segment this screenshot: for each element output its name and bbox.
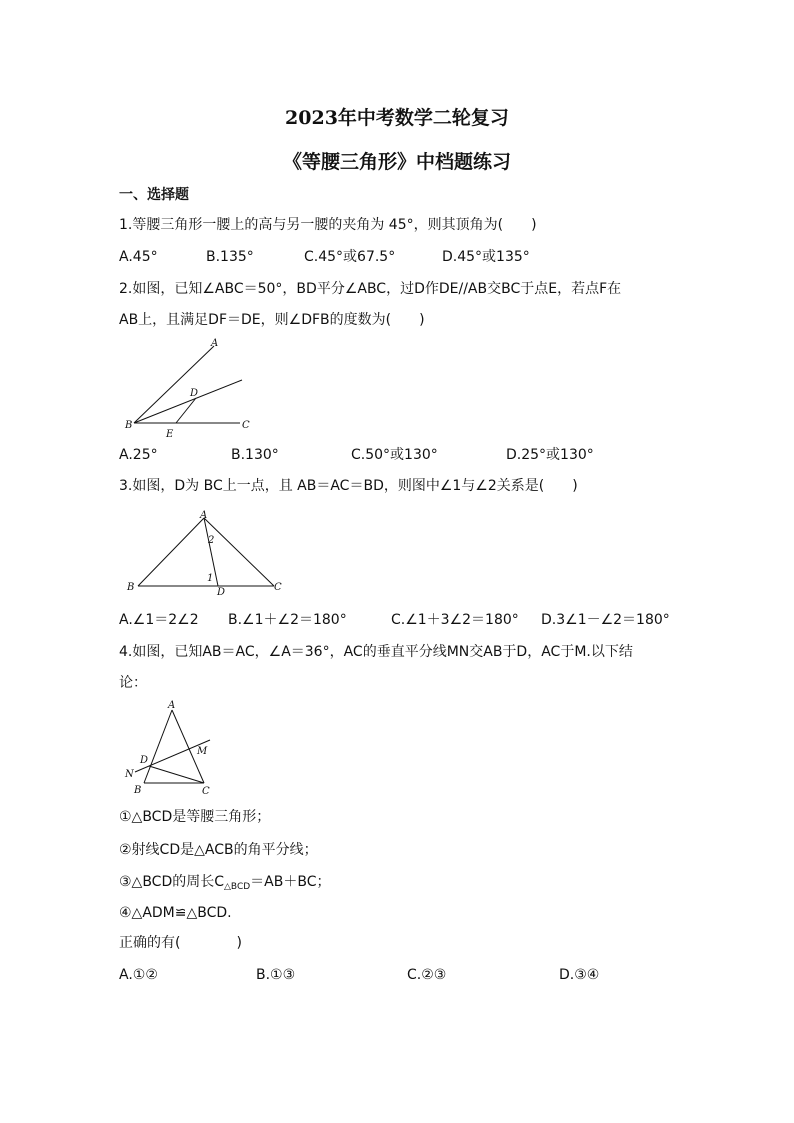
q4-ask: 正确的有( ) bbox=[119, 935, 242, 951]
q1-option-a: A.45° bbox=[119, 249, 158, 265]
doc-title-line1: 2023年中考数学二轮复习 bbox=[285, 107, 509, 129]
q4-stem-line1: 4.如图，已知AB＝AC，∠A＝36°，AC的垂直平分线MN交AB于D，AC于M.以下结 bbox=[119, 644, 633, 660]
q1-option-d: D.45°或135° bbox=[442, 249, 530, 265]
q3-option-d: D.3∠1－∠2＝180° bbox=[541, 612, 670, 628]
q2-option-b: B.130° bbox=[231, 447, 279, 463]
q4-conclusion-2: ②射线CD是△ACB的角平分线； bbox=[119, 842, 318, 858]
q2-label-e: E bbox=[166, 429, 174, 440]
q4-option-d: D.③④ bbox=[559, 967, 600, 983]
q4-option-a: A.①② bbox=[119, 967, 158, 983]
q3-stem: 3.如图，D为 BC上一点，且 AB＝AC＝BD，则图中∠1与∠2关系是( ) bbox=[119, 478, 578, 494]
q4-conclusion-3 bbox=[119, 873, 331, 896]
q4-stem-line2: 论： bbox=[119, 675, 147, 691]
q2-stem-line2: AB上，且满足DF＝DE，则∠DFB的度数为( ) bbox=[119, 312, 425, 328]
q4-figure bbox=[118, 696, 228, 796]
q4-conclusion-1: ①△BCD是等腰三角形； bbox=[119, 809, 271, 825]
q2-label-d: D bbox=[190, 388, 199, 399]
q4-label-c: C bbox=[202, 786, 210, 796]
q4-conclusion-3-sub: △BCD bbox=[224, 882, 251, 892]
q4-conclusion-4: ④△ADM≌△BCD. bbox=[119, 905, 232, 921]
q4-label-a: A bbox=[168, 700, 176, 711]
q3-option-c: C.∠1＋3∠2＝180° bbox=[391, 612, 519, 628]
q2-figure bbox=[118, 336, 268, 440]
q1-stem: 1.等腰三角形一腰上的高与另一腰的夹角为 45°，则其顶角为( ) bbox=[119, 217, 537, 233]
q4-label-m: M bbox=[197, 746, 208, 757]
q4-conclusion-3-pre: ③△BCD的周长C bbox=[119, 874, 225, 890]
q3-label-b: B bbox=[127, 582, 135, 593]
q2-option-a: A.25° bbox=[119, 447, 158, 463]
q3-figure bbox=[118, 506, 288, 600]
q2-option-c: C.50°或130° bbox=[351, 447, 438, 463]
q3-label-a: A bbox=[200, 510, 208, 521]
q2-option-d: D.25°或130° bbox=[506, 447, 594, 463]
q4-label-b: B bbox=[134, 785, 142, 796]
q4-label-n: N bbox=[125, 769, 134, 780]
q4-conclusion-3-post: ＝AB＋BC； bbox=[250, 874, 331, 890]
q4-option-c: C.②③ bbox=[407, 967, 447, 983]
q2-label-b: B bbox=[125, 420, 133, 431]
q4-label-d: D bbox=[140, 755, 149, 766]
q3-option-a: A.∠1＝2∠2 bbox=[119, 612, 199, 628]
q3-label-angle2: 2 bbox=[208, 535, 215, 546]
q2-label-c: C bbox=[242, 420, 250, 431]
section-heading: 一、选择题 bbox=[119, 187, 189, 203]
q3-label-angle1: 1 bbox=[207, 573, 214, 584]
q1-option-b: B.135° bbox=[206, 249, 254, 265]
doc-title-line2: 《等腰三角形》中档题练习 bbox=[282, 151, 511, 173]
q3-option-b: B.∠1＋∠2＝180° bbox=[228, 612, 347, 628]
q3-label-d: D bbox=[217, 587, 226, 598]
q2-stem-line1: 2.如图，已知∠ABC＝50°，BD平分∠ABC，过D作DE//AB交BC于点E，若点F在 bbox=[119, 281, 622, 297]
q1-option-c: C.45°或67.5° bbox=[304, 249, 396, 265]
q2-label-a: A bbox=[211, 338, 219, 349]
q3-label-c: C bbox=[274, 582, 282, 593]
q4-option-b: B.①③ bbox=[256, 967, 296, 983]
